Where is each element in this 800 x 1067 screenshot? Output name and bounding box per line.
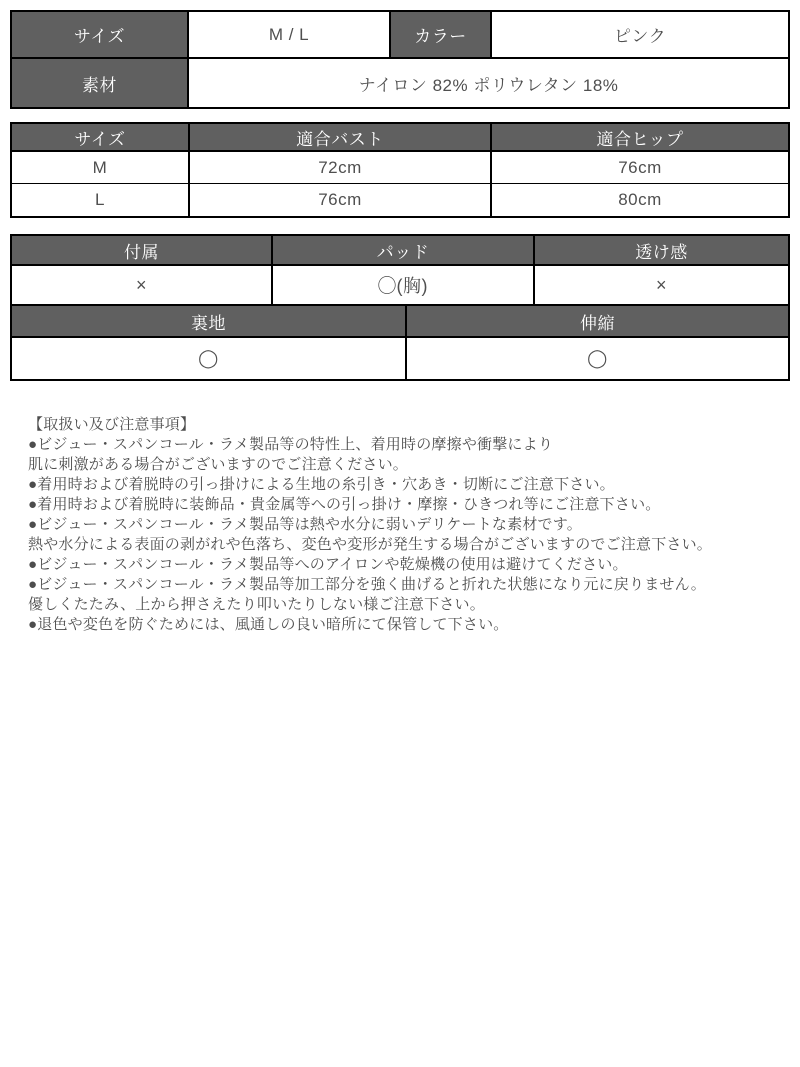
sheerness-value-cell: × xyxy=(655,274,667,295)
care-notes-line: 熱や水分による表面の剥がれや色落ち、変色や変形が発生する場合がございますのでご注意下さい。 xyxy=(28,536,713,553)
features-header-pad: パッド xyxy=(273,236,535,264)
size-l-cell: L xyxy=(12,184,190,216)
measurements-header-size: サイズ xyxy=(12,124,190,150)
size-value-cell: M / L xyxy=(189,12,391,57)
measurements-row-l xyxy=(12,184,788,216)
material-label-cell: 素材 xyxy=(12,59,189,107)
care-notes-title: 【取扱い及び注意事項】 xyxy=(28,416,196,433)
features-header-row-2 xyxy=(12,306,788,338)
pad-value-cell: ◯(胸) xyxy=(273,266,535,304)
care-notes-line: ●着用時および着脱時の引っ掛けによる生地の糸引き・穴あき・切断にご注意下さい。 xyxy=(28,476,615,493)
stretch-value-cell: ◯ xyxy=(587,348,608,368)
care-notes-line: ●ビジュー・スパンコール・ラメ製品等は熱や水分に弱いデリケートな素材です。 xyxy=(28,516,582,533)
care-notes-line: ●ビジュー・スパンコール・ラメ製品等の特性上、着用時の摩擦や衝撃により xyxy=(28,436,554,453)
measurements-header-hip: 適合ヒップ xyxy=(492,124,788,150)
features-value-row-1 xyxy=(12,266,788,306)
care-notes-line: ●ビジュー・スパンコール・ラメ製品等へのアイロンや乾燥機の使用は避けてください。 xyxy=(28,556,628,573)
color-value-cell: ピンク xyxy=(613,27,667,46)
accessory-value-cell: × xyxy=(12,266,273,304)
measurements-row-m xyxy=(12,152,788,184)
care-notes-line: 肌に刺激がある場合がございますのでご注意ください。 xyxy=(28,456,409,473)
features-header-accessory: 付属 xyxy=(12,236,273,264)
size-l-hip-cell: 80cm xyxy=(618,190,662,209)
size-m-hip-cell: 76cm xyxy=(618,157,662,177)
features-value-row-2 xyxy=(12,338,788,379)
size-measurements-table xyxy=(10,122,790,218)
care-notes-line: 優しくたたみ、上から押さえたり叩いたりしない様ご注意下さい。 xyxy=(28,596,485,613)
size-l-bust-cell: 76cm xyxy=(190,184,492,216)
features-header-sheerness: 透け感 xyxy=(535,236,788,264)
color-label-cell: カラー xyxy=(391,12,492,57)
lining-value-cell: ◯ xyxy=(12,338,407,379)
care-notes-line: ●ビジュー・スパンコール・ラメ製品等加工部分を強く曲げると折れた状態になり元に戻りません。 xyxy=(28,576,706,593)
spec-summary-row-material xyxy=(12,59,788,107)
care-notes xyxy=(28,415,770,635)
spec-summary-table xyxy=(10,10,790,109)
care-notes-line: ●着用時および着脱時に装飾品・貴金属等への引っ掛け・摩擦・ひきつれ等にご注意下さい。 xyxy=(28,496,661,513)
spec-summary-row-size-color xyxy=(12,12,788,59)
features-header-lining: 裏地 xyxy=(12,306,407,336)
material-value-cell: ナイロン 82% ポリウレタン 18% xyxy=(358,75,619,95)
features-header-stretch: 伸縮 xyxy=(407,306,788,336)
care-notes-line: ●退色や変色を防ぐためには、風通しの良い暗所にて保管して下さい。 xyxy=(28,616,509,633)
size-m-bust-cell: 72cm xyxy=(190,152,492,183)
size-label-cell: サイズ xyxy=(12,12,189,57)
measurements-header-row xyxy=(12,124,788,152)
features-table xyxy=(10,234,790,381)
measurements-header-bust: 適合バスト xyxy=(190,124,492,150)
features-header-row-1 xyxy=(12,236,788,266)
size-m-cell: M xyxy=(12,152,190,183)
